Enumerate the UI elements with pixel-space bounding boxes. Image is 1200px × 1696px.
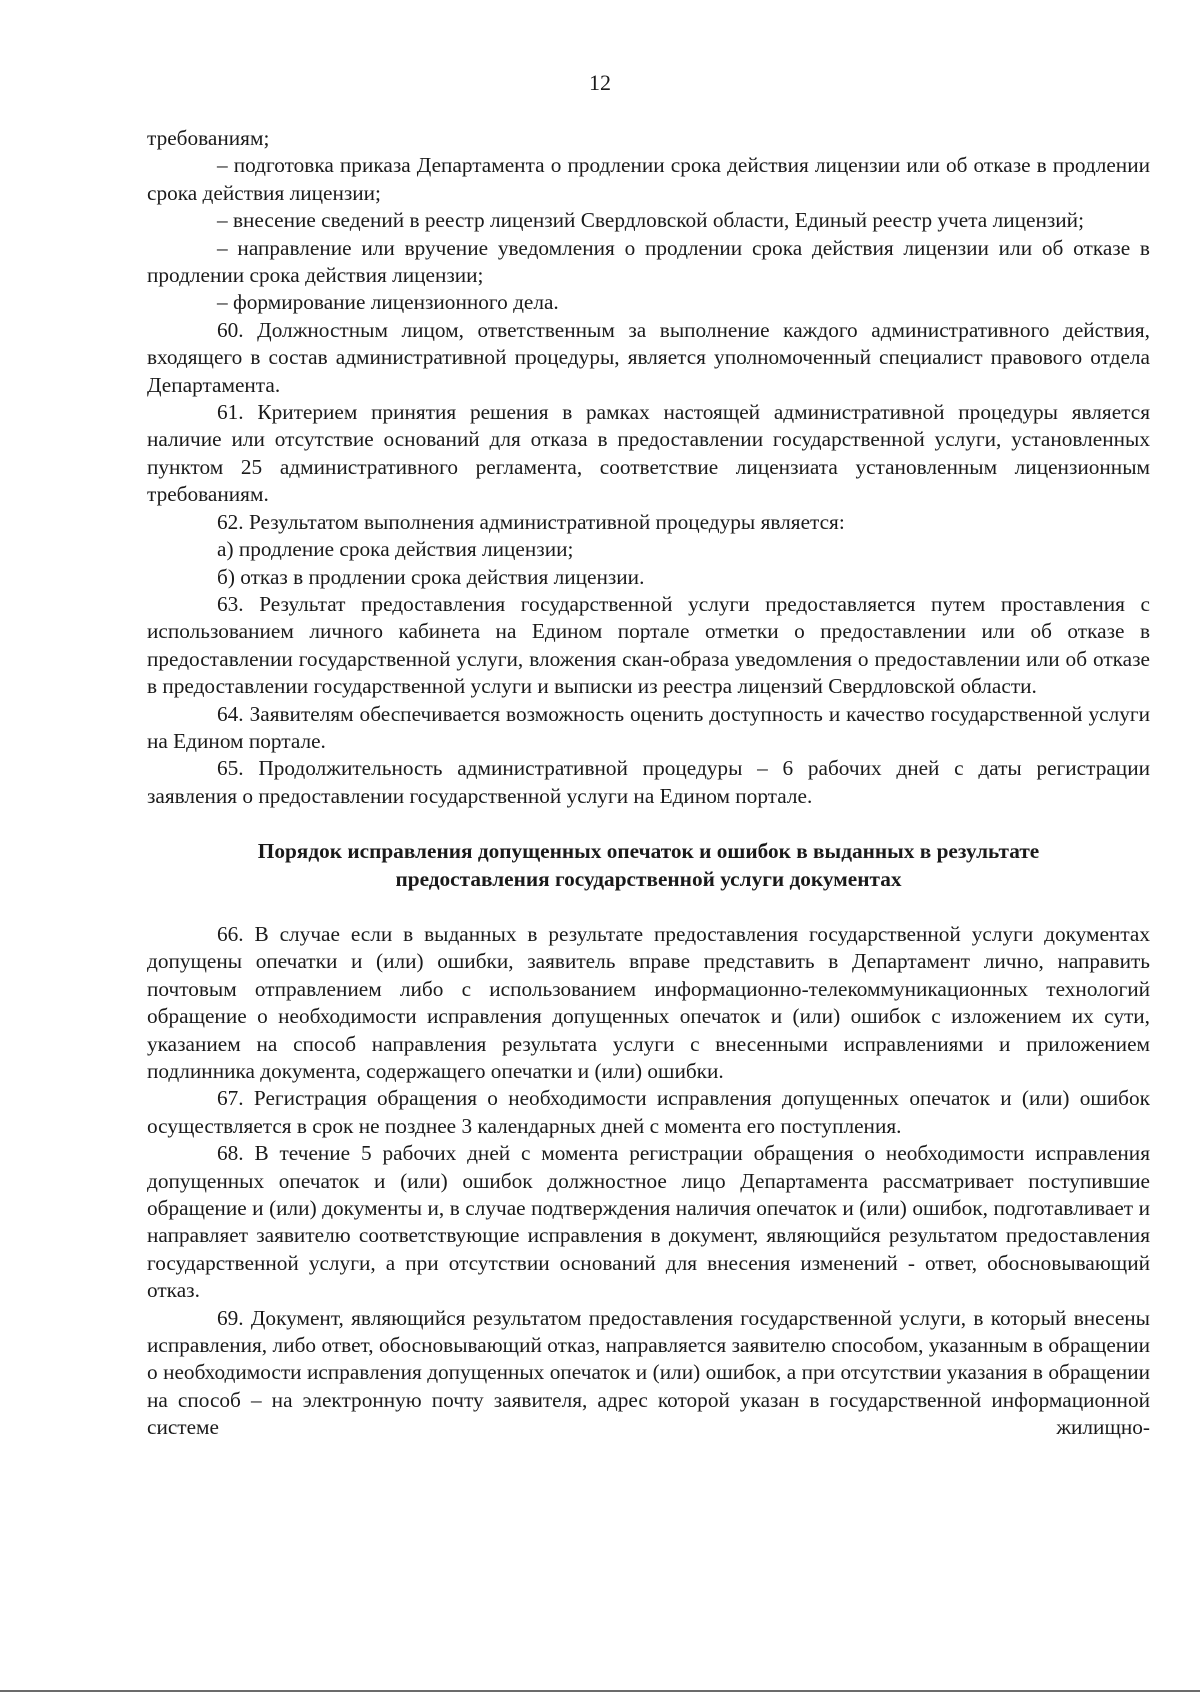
paragraph: 61. Критерием принятия решения в рамках настоящей административной процедуры является наличие или отсутствие оснований для отказа в предоставлении государственной услуги, установленных пунктом 25 административного регламента, соответствие лицензиата установленным лицензионным требованиям. — [147, 400, 1150, 507]
paragraph: – подготовка приказа Департамента о продлении срока действия лицензии или об отказе в продлении срока действия лицензии; — [147, 153, 1150, 205]
paragraph: 62. Результатом выполнения административной процедуры является: — [217, 509, 845, 534]
page-number: 12 — [589, 70, 611, 95]
page-bottom-edge — [0, 1690, 1200, 1692]
paragraph: 66. В случае если в выданных в результате предоставления государственной услуги документах допущены опечатки и (или) ошибки, заявитель вправе представить в Департамент лично, направить почтовым отправлением либо с использованием информационно-телекоммуникационных технологий обращение о необходимости исправления допущенных опечаток и (или) ошибок с изложением их сути, указанием на способ направления результата услуги с внесенными исправлениями и приложением подлинника документа, содержащего опечатки и (или) ошибки. — [147, 921, 1150, 1083]
section-heading-line-1: Порядок исправления допущенных опечаток и ошибок в выданных в результате — [257, 839, 1040, 864]
paragraph: 67. Регистрация обращения о необходимости исправления допущенных опечаток и (или) ошибок осуществляется в срок не позднее 3 календарных дней с момента его поступления. — [147, 1086, 1150, 1138]
paragraph: – внесение сведений в реестр лицензий Свердловской области, Единый реестр учета лицензий; — [217, 208, 1084, 233]
paragraph: а) продление срока действия лицензии; — [217, 537, 574, 562]
paragraph: 64. Заявителям обеспечивается возможность оценить доступность и качество государственной услуги на Едином портале. — [147, 701, 1150, 753]
paragraph: б) отказ в продлении срока действия лицензии. — [217, 564, 645, 589]
document-body — [147, 125, 1150, 1442]
paragraph: 63. Результат предоставления государственной услуги предоставляется путем проставления с использованием личного кабинета на Едином портале отметки о предоставлении или об отказе в предоставлении государственной услуги, вложения скан-образа уведомления о предоставлении или об отказе в предоставлении государственной услуги и выписки из реестра лицензий Свердловской области. — [147, 591, 1150, 699]
paragraph: 60. Должностным лицом, ответственным за выполнение каждого административного действия, входящего в состав административной процедуры, является уполномоченный специалист правового отдела Департамента. — [147, 317, 1150, 397]
section-heading — [147, 838, 1150, 893]
paragraphs-after — [147, 921, 1150, 1442]
paragraph: требованиям; — [147, 126, 270, 150]
paragraph: 68. В течение 5 рабочих дней с момента регистрации обращения о необходимости исправления допущенных опечаток и (или) ошибок должностное лицо Департамента рассматривает поступившие обращение и (или) документы и, в случае подтверждения наличия опечаток и (или) ошибок, подготавливает и направляет заявителю соответствующие исправления в документ, являющийся результатом предоставления государственной услуги, а при отсутствии оснований для внесения изменений - ответ, обосновывающий отказ. — [147, 1141, 1150, 1303]
paragraph: 65. Продолжительность административной процедуры – 6 рабочих дней с даты регистрации заявления о предоставлении государственной услуги на Едином портале. — [147, 756, 1150, 808]
paragraph: – формирование лицензионного дела. — [217, 290, 559, 315]
paragraphs-before — [147, 125, 1150, 810]
section-heading-line-2: предоставления государственной услуги документах — [395, 866, 902, 891]
paragraph: – направление или вручение уведомления о продлении срока действия лицензии или об отказе в продлении срока действия лицензии; — [147, 235, 1150, 288]
paragraph: 69. Документ, являющийся результатом предоставления государственной услуги, в который внесены исправления, либо ответ, обосновывающий отказ, направляется заявителю способом, указанным в обращении о необходимости исправления допущенных опечаток и (или) ошибок, а при отсутствии указания в обращении на способ – на электронную почту заявителя, адрес которой указан в государственной информационной системе жилищно- — [147, 1305, 1150, 1440]
